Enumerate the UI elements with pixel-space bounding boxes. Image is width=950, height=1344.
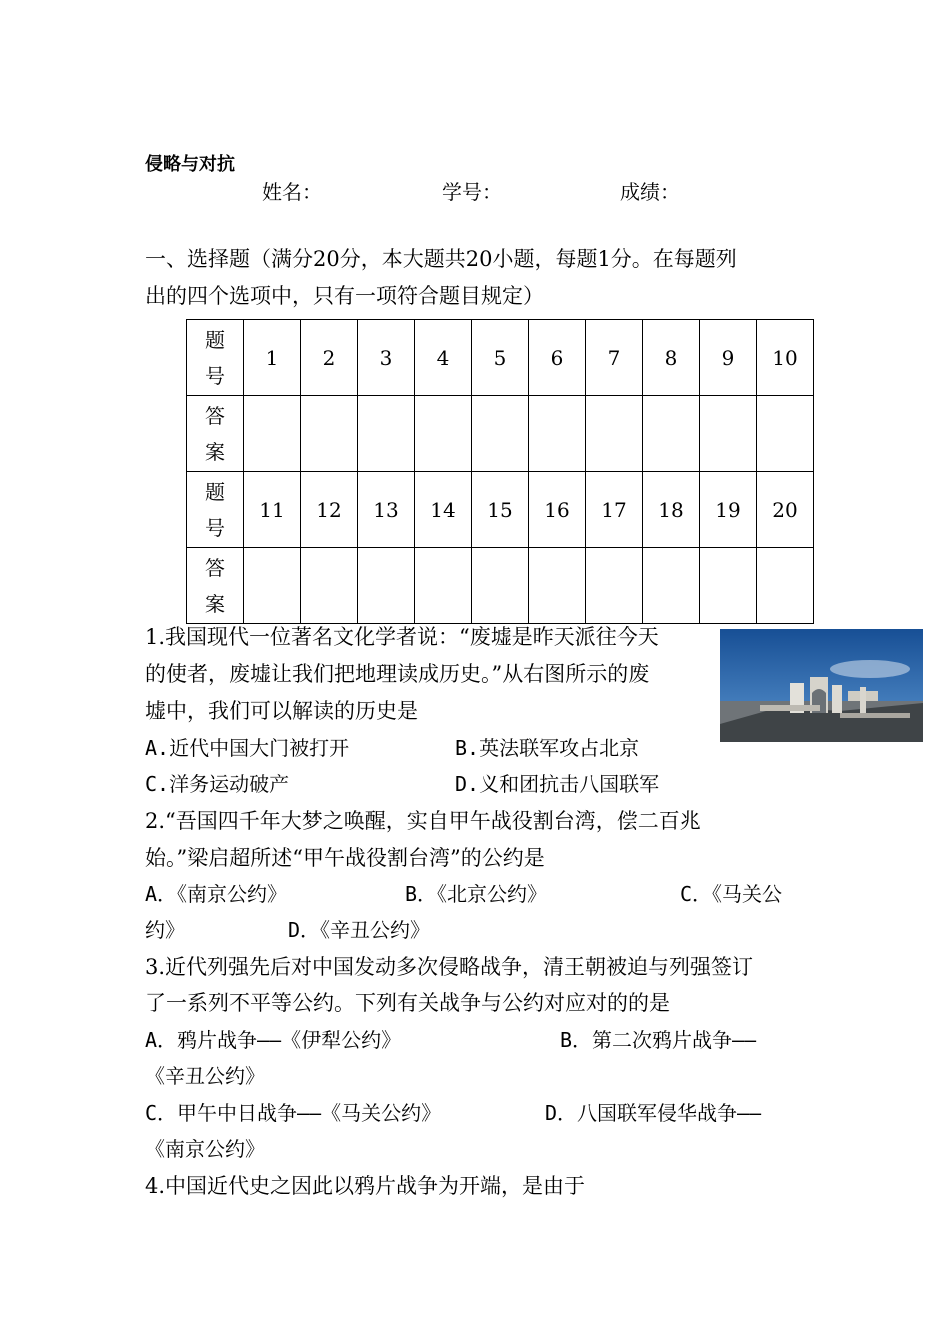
table-cell: 10 [757,320,814,396]
table-cell: 9 [700,320,757,396]
option-d: D．《辛丑公约》 [288,918,431,942]
option-b: B.英法联军攻占北京 [455,736,640,760]
table-cell: 1 [244,320,301,396]
option-a: A．《南京公约》 [145,882,288,906]
table-row [187,548,814,624]
question-number-header: 题 号 [187,320,244,396]
table-cell: 4 [415,320,472,396]
option-a: A．鸦片战争——《伊犁公约》 [145,1028,402,1052]
question-3-text: 了一系列不平等公约。下列有关战争与公约对应对的的是 [145,991,670,1015]
answer-cell[interactable] [244,396,301,472]
table-cell: 5 [472,320,529,396]
table-cell: 15 [472,472,529,548]
question-1-text: 的使者，废墟让我们把地理读成历史。”从右图所示的废 [145,662,650,686]
name-label: 姓名： [262,180,322,204]
question-number-header: 题 号 [187,472,244,548]
table-cell: 2 [301,320,358,396]
answer-cell[interactable] [757,548,814,624]
ruins-photo [720,629,923,742]
option-c: C．甲午中日战争——《马关公约》 [145,1101,442,1125]
answer-cell[interactable] [301,396,358,472]
table-cell: 19 [700,472,757,548]
answer-header: 答 案 [187,396,244,472]
option-d-continued: 《南京公约》 [145,1137,265,1161]
table-cell: 3 [358,320,415,396]
question-1-text: 墟中，我们可以解读的历史是 [145,699,418,723]
section-heading: 一、选择题（满分20分，本大题共20小题，每题1分。在每题列 [145,247,737,271]
answer-cell[interactable] [415,548,472,624]
answer-cell[interactable] [643,548,700,624]
answer-header: 答 案 [187,548,244,624]
answer-cell[interactable] [529,548,586,624]
answer-cell[interactable] [415,396,472,472]
table-cell: 8 [643,320,700,396]
answer-cell[interactable] [472,548,529,624]
option-d: D.义和团抗击八国联军 [455,772,660,796]
table-cell: 20 [757,472,814,548]
table-cell: 18 [643,472,700,548]
answer-table [186,319,814,624]
question-2-text: 始。”梁启超所述“甲午战役割台湾”的公约是 [145,846,545,870]
answer-cell[interactable] [244,548,301,624]
answer-cell[interactable] [358,396,415,472]
answer-cell[interactable] [529,396,586,472]
page-title: 侵略与对抗 [145,154,235,175]
option-c: C．《马关公 [680,882,783,906]
answer-cell[interactable] [700,396,757,472]
option-a: A.近代中国大门被打开 [145,736,350,760]
question-1-text: 1.我国现代一位著名文化学者说：“废墟是昨天派往今天 [145,625,659,649]
option-c: C.洋务运动破产 [145,772,290,796]
answer-cell[interactable] [586,396,643,472]
option-c-continued: 约》 [145,918,185,942]
question-3-text: 3.近代列强先后对中国发动多次侵略战争，清王朝被迫与列强签订 [145,955,754,979]
answer-cell[interactable] [757,396,814,472]
table-row [187,472,814,548]
section-instructions: 出的四个选项中，只有一项符合题目规定） [145,284,544,308]
question-2-text: 2.“吾国四千年大梦之唤醒，实自甲午战役割台湾，偿二百兆 [145,809,701,833]
answer-cell[interactable] [358,548,415,624]
answer-cell[interactable] [643,396,700,472]
table-cell: 16 [529,472,586,548]
table-cell: 14 [415,472,472,548]
option-b: B．《北京公约》 [405,882,548,906]
table-row [187,320,814,396]
answer-cell[interactable] [700,548,757,624]
answer-cell[interactable] [301,548,358,624]
option-b: B．第二次鸦片战争—— [560,1028,757,1052]
table-cell: 6 [529,320,586,396]
table-cell: 7 [586,320,643,396]
answer-cell[interactable] [586,548,643,624]
score-label: 成绩： [620,180,680,204]
table-row [187,396,814,472]
student-id-label: 学号： [442,180,502,204]
answer-cell[interactable] [472,396,529,472]
option-d: D．八国联军侵华战争—— [545,1101,762,1125]
table-cell: 12 [301,472,358,548]
table-cell: 13 [358,472,415,548]
table-cell: 17 [586,472,643,548]
option-b-continued: 《辛丑公约》 [145,1064,265,1088]
question-4-text: 4.中国近代史之因此以鸦片战争为开端，是由于 [145,1174,586,1198]
table-cell: 11 [244,472,301,548]
